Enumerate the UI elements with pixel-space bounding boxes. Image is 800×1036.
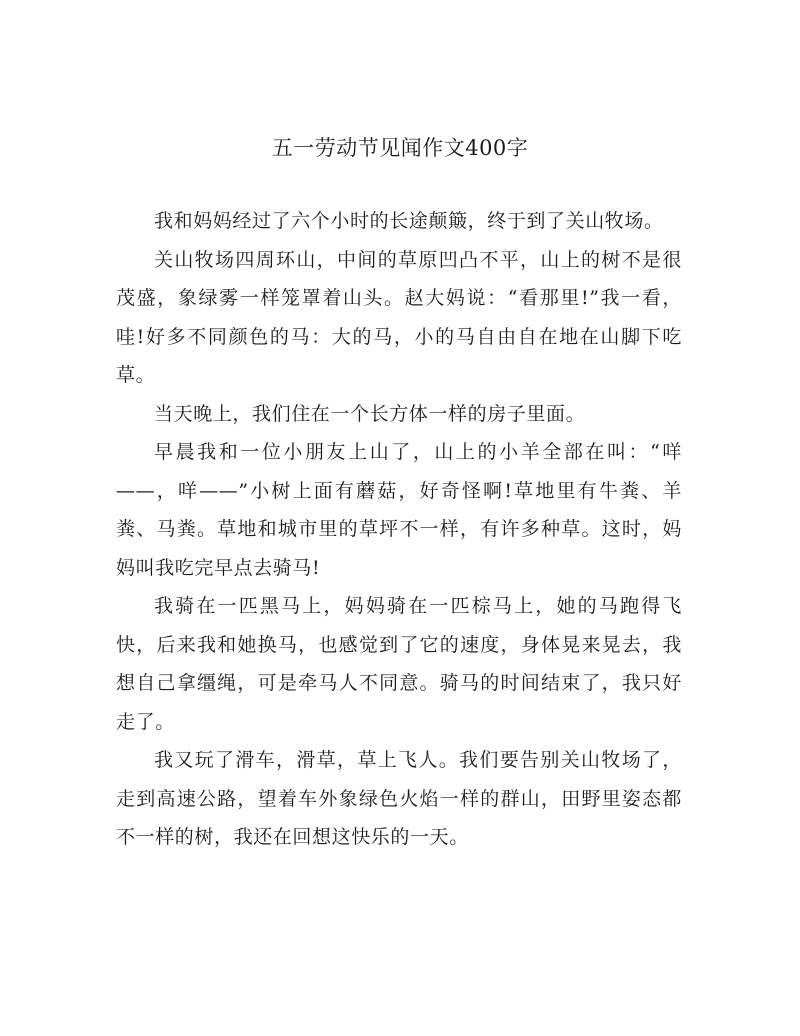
paragraph-6: 我又玩了滑车，滑草，草上飞人。我们要告别关山牧场了，走到高速公路，望着车外象绿色火焰一样的群山，田野里姿态都不一样的树，我还在回想这快乐的一天。	[116, 749, 682, 848]
paragraph-3: 当天晚上，我们住在一个长方体一样的房子里面。	[154, 402, 586, 425]
paragraph-1: 我和妈妈经过了六个小时的长途颠簸，终于到了关山牧场。	[154, 210, 664, 232]
document-title: 五一劳动节见闻作文400字	[271, 136, 529, 160]
document-body	[116, 202, 682, 857]
paragraph-4: 早晨我和一位小朋友上山了，山上的小羊全部在叫：“咩——，咩——”小树上面有蘑菇，好奇怪啊!草地里有牛粪、羊粪、马粪。草地和城市里的草坪不一样，有许多种草。这时，妈妈叫我吃完早点去骑马!	[116, 441, 682, 579]
paragraph-2: 关山牧场四周环山，中间的草原凹凸不平，山上的树不是很茂盛，象绿雾一样笼罩着山头。赵大妈说：“看那里!”我一看，哇!好多不同颜色的马：大的马，小的马自由自在地在山脚下吃草。	[116, 248, 682, 386]
paragraph-5: 我骑在一匹黑马上，妈妈骑在一匹棕马上，她的马跑得飞快，后来我和她换马，也感觉到了它的速度，身体晃来晃去，我想自己拿缰绳，可是牵马人不同意。骑马的时间结束了，我只好走了。	[116, 595, 682, 733]
